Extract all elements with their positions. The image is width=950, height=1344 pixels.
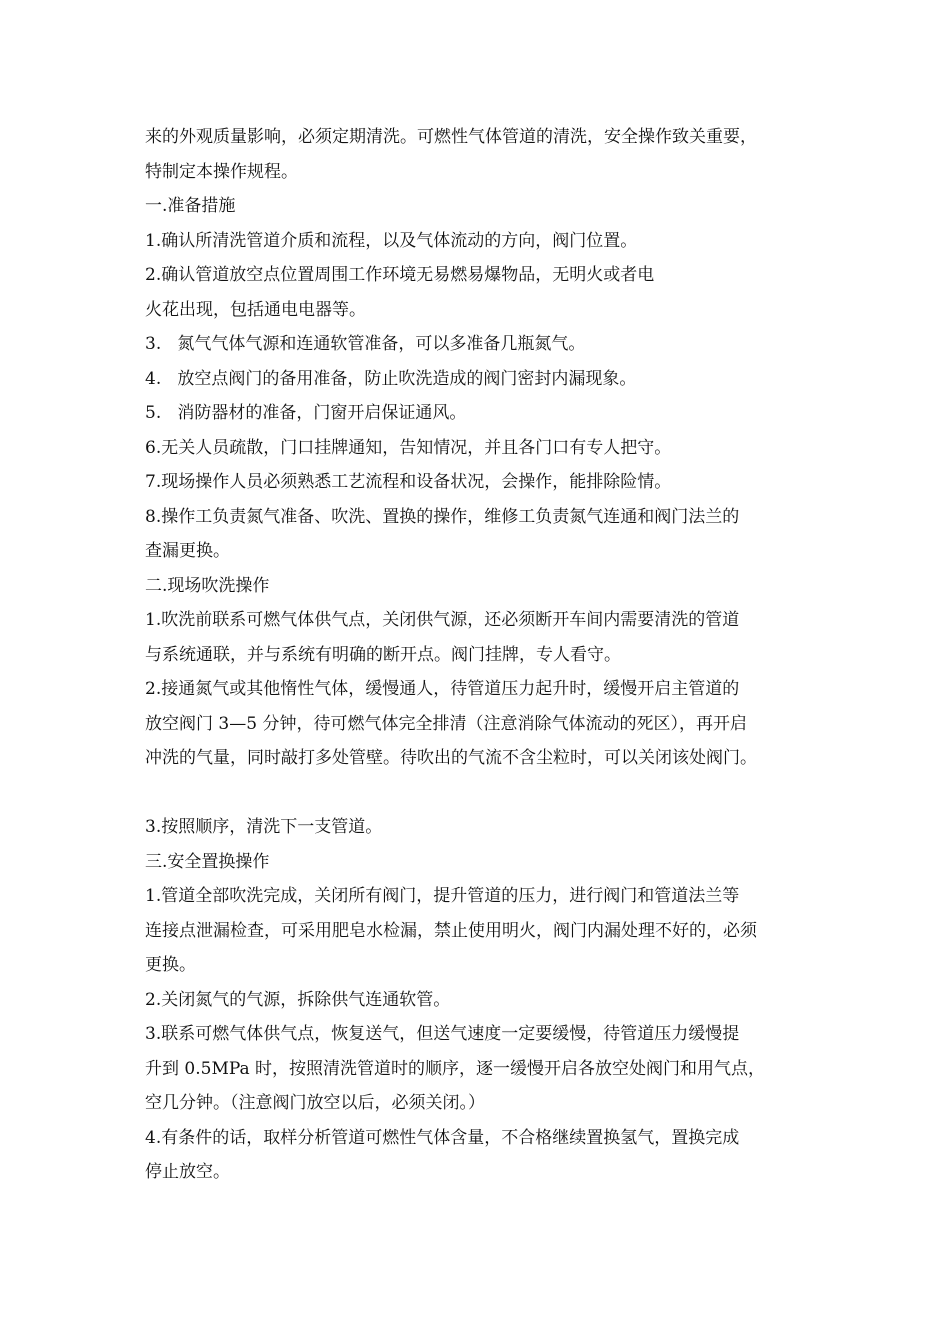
list-item: 4.有条件的话，取样分析管道可燃性气体含量，不合格继续置换氢气，置换完成 [145,1127,740,1148]
list-item: 1.确认所清洗管道介质和流程，以及气体流动的方向，阀门位置。 [145,230,638,251]
text-line: 停止放空。 [145,1162,230,1182]
text-line: 空几分钟。（注意阀门放空以后，必须关闭。） [145,1093,485,1113]
text-line: 冲洗的气量，同时敲打多处管壁。待吹出的气流不含尘粒时，可以关闭该处阀门。 [145,748,757,768]
section-heading: 二.现场吹洗操作 [145,575,270,596]
text-line: 放空阀门 3—5 分钟，待可燃气体完全排清（注意消除气体流动的死区），再开启 [145,713,747,734]
list-item: 2.接通氮气或其他惰性气体，缓慢通人，待管道压力起升时，缓慢开启主管道的 [145,679,740,699]
list-item: 5. 消防器材的准备，门窗开启保证通风。 [145,403,467,423]
text-line: 来的外观质量影响，必须定期清洗。可燃性气体管道的清洗，安全操作致关重要， [145,127,757,147]
text-line: 与系统通联，并与系统有明确的断开点。阀门挂牌，专人看守。 [145,644,621,665]
list-item: 3.按照顺序，清洗下一支管道。 [145,817,383,837]
document-body [145,120,815,1190]
text-line: 连接点泄漏检查，可采用肥皂水检漏，禁止使用明火，阀门内漏处理不好的，必须 [145,920,757,941]
section-heading: 三.安全置换操作 [145,851,270,872]
list-item: 8.操作工负责氮气准备、吹洗、置换的操作，维修工负责氮气连通和阀门法兰的 [145,506,740,527]
text-line: 更换。 [145,955,196,975]
list-item: 7.现场操作人员必须熟悉工艺流程和设备状况，会操作，能排除险情。 [145,472,672,492]
list-item: 2.关闭氮气的气源，拆除供气连通软管。 [145,989,451,1010]
list-item: 2.确认管道放空点位置周围工作环境无易燃易爆物品，无明火或者电 [145,265,655,285]
section-heading: 一.准备措施 [145,196,236,216]
text-line: 火花出现，包括通电电器等。 [145,299,366,320]
list-item: 3.联系可燃气体供气点，恢复送气，但送气速度一定要缓慢，待管道压力缓慢提 [145,1024,740,1044]
list-item: 1.管道全部吹洗完成，关闭所有阀门，提升管道的压力，进行阀门和管道法兰等 [145,886,740,906]
list-item: 3. 氮气气体气源和连通软管准备，可以多准备几瓶氮气。 [145,334,586,354]
text-line: 升到 0.5MPa 时，按照清洗管道时的顺序，逐一缓慢开启各放空处阀门和用气点， [145,1058,766,1079]
blank-line [145,776,815,811]
text-line: 特制定本操作规程。 [145,161,298,182]
list-item: 4. 放空点阀门的备用准备，防止吹洗造成的阀门密封内漏现象。 [145,368,637,389]
text-line: 查漏更换。 [145,541,230,561]
list-item: 1.吹洗前联系可燃气体供气点，关闭供气源，还必须断开车间内需要清洗的管道 [145,610,740,630]
list-item: 6.无关人员疏散，门口挂牌通知，告知情况，并且各门口有专人把守。 [145,437,672,458]
